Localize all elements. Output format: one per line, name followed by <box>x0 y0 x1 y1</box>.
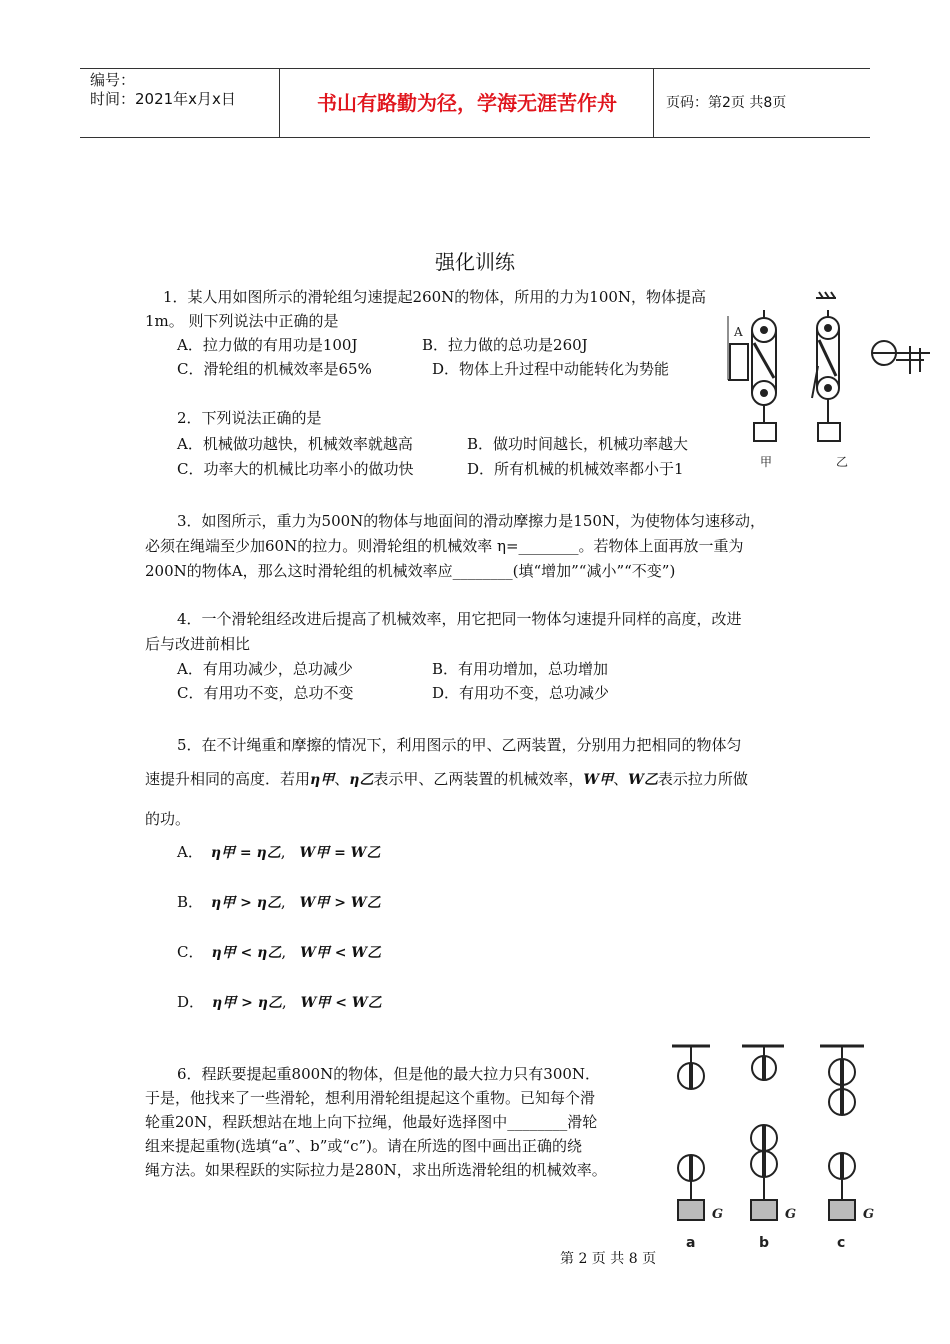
weight-label-a: G <box>712 1207 724 1222</box>
q1-line1: 1．某人用如图所示的滑轮组匀速提起260N的物体，所用的力为100N，物体提高 <box>163 288 707 306</box>
q5-option-d-comma: , <box>281 993 287 1011</box>
q1-option-d: D．物体上升过程中动能转化为势能 <box>432 360 670 378</box>
q2-option-b: B．做功时间越长，机械功率越大 <box>467 435 689 453</box>
q5-option-c-work: W甲 < W乙 <box>300 945 382 961</box>
figure-label-jia: 甲 <box>760 455 773 469</box>
q6-line1: 6．程跃要提起重800N的物体，但是他的最大拉力只有300N． <box>177 1065 601 1083</box>
q6-line2: 于是，他找来了一些滑轮，想利用滑轮组提起这个重物。已知每个滑 <box>145 1089 596 1107</box>
q4-line1: 4．一个滑轮组经改进后提高了机械效率，用它把同一物体匀速提升同样的高度，改进 <box>177 610 742 628</box>
page-header <box>80 68 870 138</box>
q4-option-c: C．有用功不变，总功不变 <box>177 684 354 702</box>
figure-label-block-a: A <box>734 325 743 339</box>
time-label: 时间：2021年x月x日 <box>90 90 236 108</box>
q5-line3: 的功。 <box>145 810 191 828</box>
q5-option-d-work: W甲 < W乙 <box>300 995 382 1011</box>
q1-option-c: C．滑轮组的机械效率是65% <box>177 360 372 378</box>
page-footer: 第 2 页 共 8 页 <box>560 1251 657 1267</box>
q5-option-a-label: A． <box>177 843 203 861</box>
q2-option-c: C．功率大的机械比功率小的做功快 <box>177 460 414 478</box>
q5-option-a <box>177 840 380 865</box>
figure-label-yi: 乙 <box>836 455 849 469</box>
q5-w-jia: W甲 <box>583 772 614 788</box>
q4-option-b: B．有用功增加，总功增加 <box>432 660 609 678</box>
q5-option-b-comma: , <box>280 893 286 911</box>
pulley-figure-jia-yi <box>724 288 930 474</box>
q2-line1: 2．下列说法正确的是 <box>177 409 322 427</box>
q5-option-b-eta: η甲 > η乙 <box>211 895 281 911</box>
q3-line2: 必须在绳端至少加60N的拉力。则滑轮组的机械效率 η=________。若物体上面再放一重为 <box>145 537 744 555</box>
q5-option-c-comma: , <box>281 943 287 961</box>
q5-line2-suffix: 表示拉力所做 <box>657 770 748 788</box>
q4-line2: 后与改进前相比 <box>145 635 251 653</box>
q5-line1: 5．在不计绳重和摩擦的情况下，利用图示的甲、乙两装置，分别用力把相同的物体匀 <box>177 736 742 754</box>
q4-option-a: A．有用功减少，总功减少 <box>177 660 353 678</box>
q5-option-d-label: D． <box>177 993 205 1011</box>
q5-option-a-eta: η甲 = η乙 <box>210 845 281 861</box>
q5-w-yi: W乙 <box>628 772 658 788</box>
q5-option-d-eta: η甲 > η乙 <box>212 995 282 1011</box>
q5-option-d <box>177 990 382 1015</box>
q2-option-d: D．所有机械的机械效率都小于1 <box>467 460 684 478</box>
q5-option-b-work: W甲 > W乙 <box>299 895 381 911</box>
q5-option-c <box>177 940 381 965</box>
q5-line2-prefix: 速提升相同的高度．若用 <box>145 770 311 788</box>
number-label: 编号： <box>90 71 136 89</box>
header-left-cell <box>80 69 280 137</box>
q5-option-b-label: B． <box>177 893 204 911</box>
q5-line2 <box>145 767 748 792</box>
q3-line1: 3．如图所示，重力为500N的物体与地面间的滑动摩擦力是150N，为使物体匀速移动， <box>177 512 766 530</box>
motto: 书山有路勤为径，学海无涯苦作舟 <box>281 69 654 137</box>
figure-label-b: b <box>759 1235 770 1251</box>
q5-option-a-work: W甲 = W乙 <box>299 845 381 861</box>
q5-option-a-comma: , <box>280 843 286 861</box>
q1-option-b: B．拉力做的总功是260J <box>422 336 588 354</box>
page-info: 页码：第2页 共8页 <box>666 95 787 111</box>
q1-line2: 1m。 则下列说法中正确的是 <box>145 312 339 330</box>
q5-separator-2: 、 <box>613 770 629 788</box>
pulley-figure-abc <box>664 1040 884 1252</box>
q5-eta-jia: η甲 <box>310 772 335 788</box>
q6-line5: 绳方法。如果程跃的实际拉力是280N，求出所选滑轮组的机械效率。 <box>145 1161 607 1179</box>
figure-label-a: a <box>686 1235 696 1251</box>
weight-label-c: G <box>863 1207 875 1222</box>
q1-option-a: A．拉力做的有用功是100J <box>177 336 358 354</box>
q5-line2-middle: 表示甲、乙两装置的机械效率， <box>373 770 584 788</box>
figure-label-c: c <box>837 1235 846 1251</box>
q6-line3: 轮重20N，程跃想站在地上向下拉绳，他最好选择图中________滑轮 <box>145 1113 598 1131</box>
q4-option-d: D．有用功不变，总功减少 <box>432 684 610 702</box>
q2-option-a: A．机械做功越快，机械效率就越高 <box>177 435 413 453</box>
q5-option-c-eta: η甲 < η乙 <box>211 945 282 961</box>
q3-line3: 200N的物体A，那么这时滑轮组的机械效率应________(填“增加”“减小”“不变”) <box>145 562 676 580</box>
q5-option-c-label: C． <box>177 943 204 961</box>
page-title: 强化训练 <box>435 250 515 274</box>
weight-label-b: G <box>785 1207 797 1222</box>
q5-separator-1: 、 <box>334 770 350 788</box>
q5-eta-yi: η乙 <box>349 772 374 788</box>
q5-option-b <box>177 890 381 915</box>
q6-line4: 组来提起重物(选填“a”、b”或“c”)。请在所选的图中画出正确的绕 <box>145 1137 582 1155</box>
